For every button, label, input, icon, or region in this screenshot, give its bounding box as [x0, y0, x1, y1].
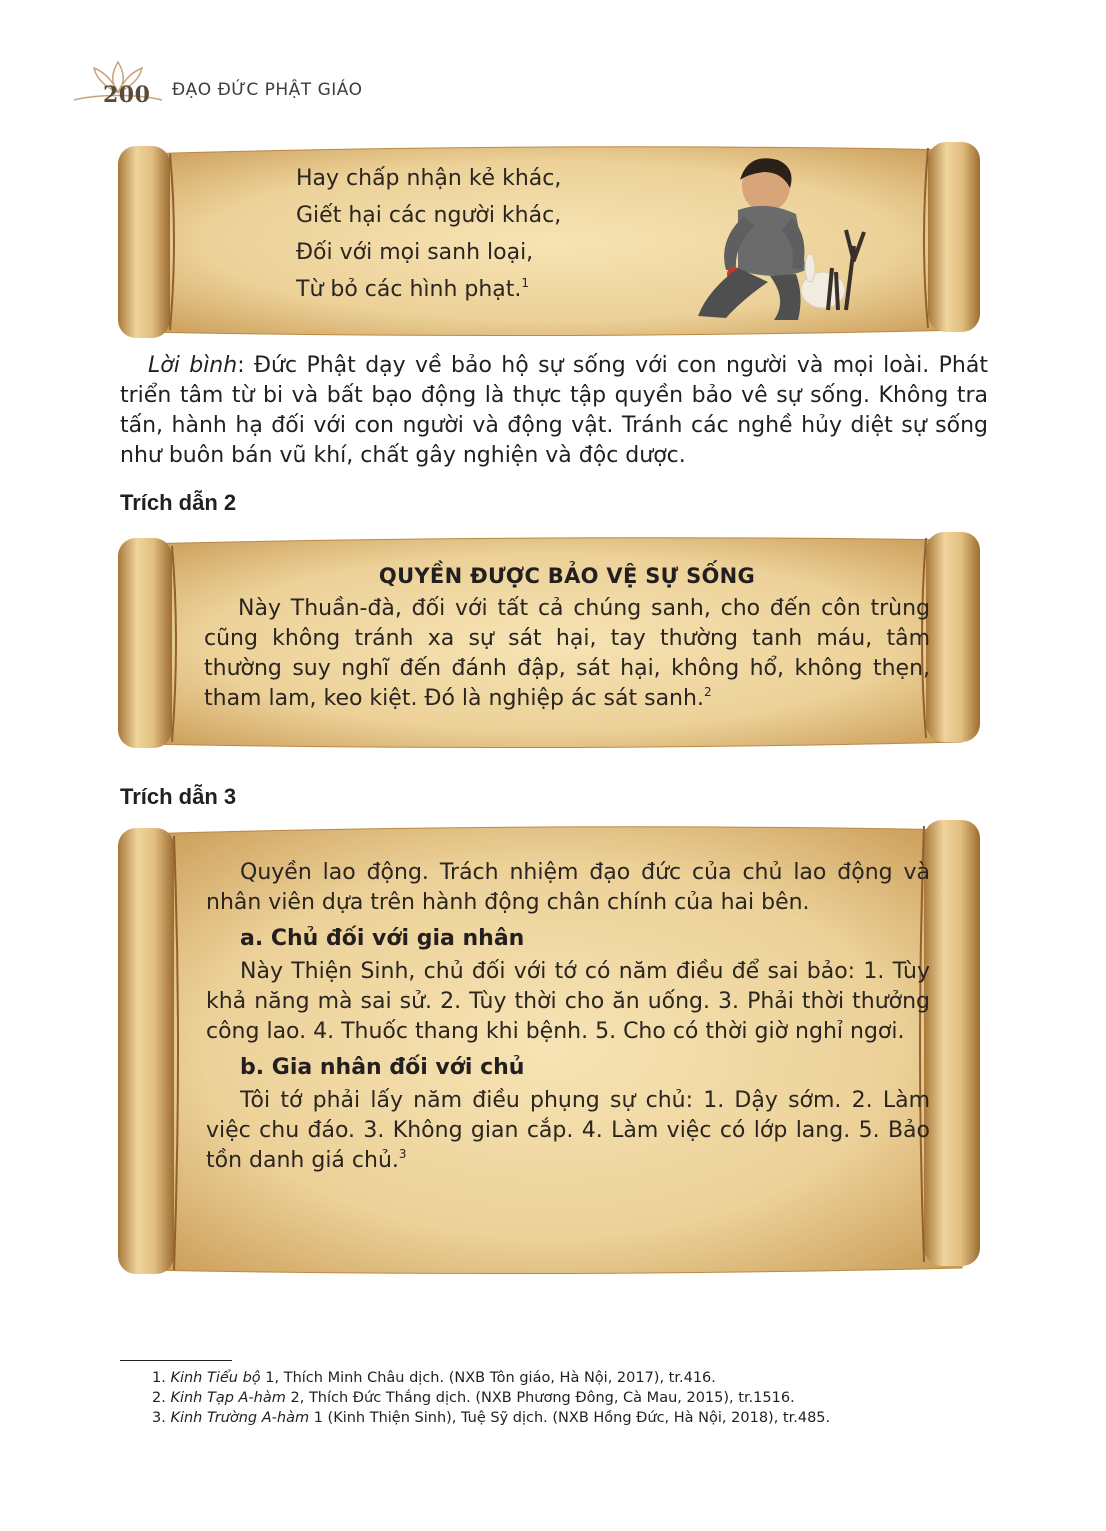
man-with-rabbit-illustration-icon [678, 150, 868, 325]
scroll-title: QUYỀN ĐƯỢC BẢO VỆ SỰ SỐNG [378, 564, 756, 588]
scroll-quote-3 [118, 818, 980, 1278]
page-number: 200 [103, 82, 151, 108]
poem-line: Đối với mọi sanh loại, [296, 240, 534, 265]
commentary-paragraph [120, 351, 988, 471]
quote-3-paragraph-b: Tôi tớ phải lấy năm điều phụng sự chủ: 1. Dậy sớm. 2. Làm việc chu đáo. 3. Không gian cắp. 4. Làm việc có lớp lang. 5. Bảo tồn danh giá chủ.$^3$ [206, 1088, 930, 1173]
section-heading: Trích dẫn 2 [120, 490, 237, 515]
sub-heading-a: a. Chủ đối với gia nhân [240, 926, 525, 951]
footnote-ref: 3 [398, 1147, 407, 1161]
footnote-item: 3. Kinh Trường A-hàm 1 (Kinh Thiện Sinh), Tuệ Sỹ dịch. (NXB Hồng Đức, Hà Nội, 2018), tr.485. [152, 1410, 831, 1426]
running-title: ĐẠO ĐỨC PHẬT GIÁO [172, 80, 363, 100]
commentary-lead: Lời bình [148, 353, 238, 378]
poem-line: Từ bỏ các hình phạt.$^1$ [296, 276, 530, 302]
poem-line: Hay chấp nhận kẻ khác, [296, 166, 562, 191]
footnote-ref: 2 [703, 685, 712, 699]
commentary-text: : Đức Phật dạy về bảo hộ sự sống với con người và mọi loài. Phát triển tâm từ bi và bất bạo động là thực tập quyền bảo vê sự sống. Không tra tấn, hành hạ đối với con người và động vật. Tránh các nghề hủy diệt sự sống như buôn bán vũ khí, chất gây nghiện và độc dược. [120, 353, 988, 468]
poem-line: Giết hại các người khác, [296, 203, 562, 228]
footnote-item: 2. Kinh Tạp A-hàm 2, Thích Đức Thắng dịch. (NXB Phương Đông, Cà Mau, 2015), tr.1516. [152, 1390, 795, 1406]
section-heading: Trích dẫn 3 [120, 784, 237, 809]
footnote-ref: 1 [521, 276, 530, 290]
scroll-quote-2 [118, 530, 980, 752]
footnote-divider [120, 1360, 232, 1361]
quote-3-intro: Quyền lao động. Trách nhiệm đạo đức của chủ lao động và nhân viên dựa trên hành động chân chính của hai bên. [206, 860, 930, 915]
quote-2-paragraph: Này Thuần-đà, đối với tất cả chúng sanh, cho đến côn trùng cũng không tránh xa sự sát hại, tay thường tanh máu, tâm thường suy nghĩ đến đánh đập, sát hại, không hổ, không thẹn, tham lam, keo kiệt. Đó là nghiệp ác sát sanh.$^2$ [204, 596, 930, 711]
footnote-item: 1. Kinh Tiểu bộ 1, Thích Minh Châu dịch. (NXB Tôn giáo, Hà Nội, 2017), tr.416. [152, 1370, 716, 1386]
sub-heading-b: b. Gia nhân đối với chủ [240, 1055, 525, 1080]
scroll-poem [118, 140, 980, 342]
footnotes [152, 1368, 830, 1428]
quote-3-paragraph-a: Này Thiện Sinh, chủ đối với tớ có năm điều để sai bảo: 1. Tùy khả năng mà sai sử. 2. Tùy thời cho ăn uống. 3. Phải thời thưởng công lao. 4. Thuốc thang khi bệnh. 5. Cho có thời giờ nghỉ ngơi. [206, 959, 930, 1044]
